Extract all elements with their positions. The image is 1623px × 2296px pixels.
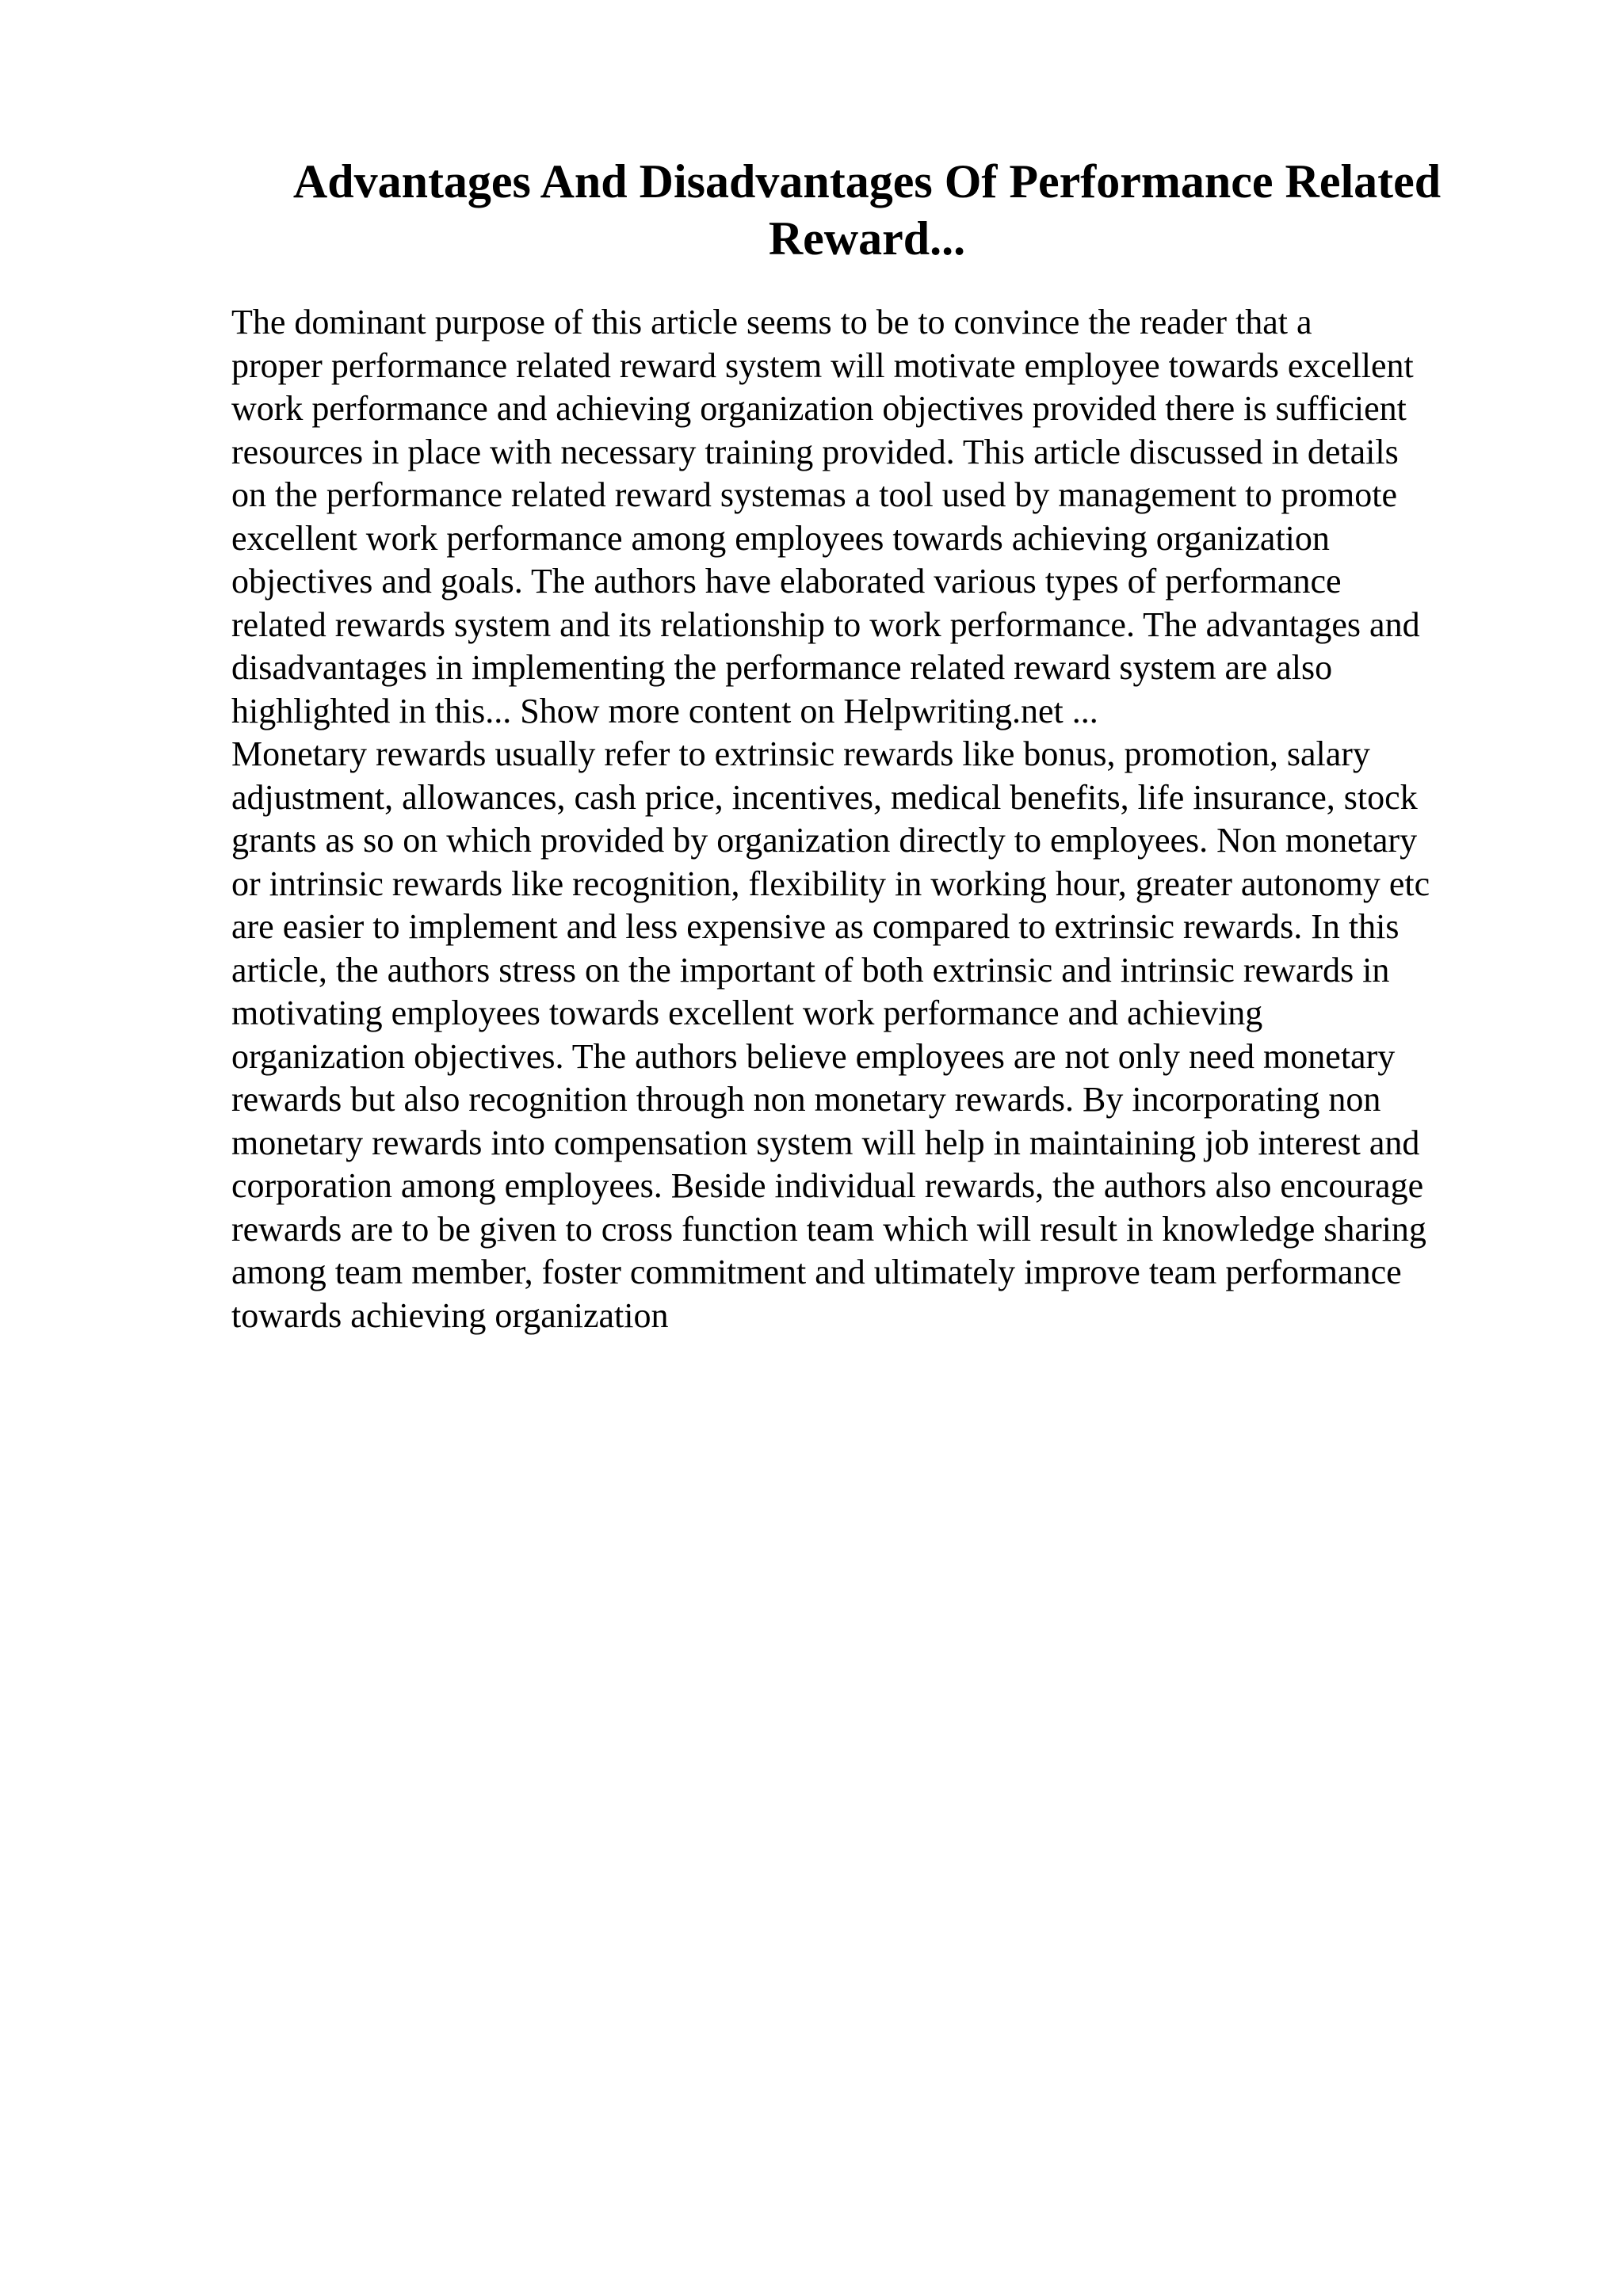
body-line: rewards but also recognition through non monetary rewards. By incorporating non xyxy=(231,1080,1381,1119)
body-line: on the performance related reward systemas a tool used by management to promote xyxy=(231,475,1398,514)
body-line: excellent work performance among employees towards achieving organization xyxy=(231,518,1330,558)
body-line: or intrinsic rewards like recognition, flexibility in working hour, greater autonomy etc xyxy=(231,864,1430,903)
body-line: among team member, foster commitment and ultimately improve team performance xyxy=(231,1253,1402,1291)
body-line: are easier to implement and less expensive as compared to extrinsic rewards. In this xyxy=(231,907,1400,946)
body-line: monetary rewards into compensation system will help in maintaining job interest and xyxy=(231,1123,1420,1162)
body-line: disadvantages in implementing the performance related reward system are also xyxy=(231,648,1333,687)
page-title xyxy=(230,153,1504,267)
body-line: related rewards system and its relationship to work performance. The advantages and xyxy=(231,605,1420,644)
title-line: Reward... xyxy=(768,212,966,265)
body-line: highlighted in this... Show more content on Helpwriting.net ... xyxy=(231,691,1098,730)
body-line: The dominant purpose of this article seems to be to convince the reader that a xyxy=(231,303,1312,341)
body-line: work performance and achieving organization objectives provided there is sufficient xyxy=(231,389,1407,428)
body-line: towards achieving organization xyxy=(231,1295,669,1335)
body-line: article, the authors stress on the important of both extrinsic and intrinsic rewards in xyxy=(231,950,1390,990)
article-body xyxy=(231,301,1515,1337)
body-line: resources in place with necessary training provided. This article discussed in details xyxy=(231,432,1399,471)
body-line: adjustment, allowances, cash price, incentives, medical benefits, life insurance, stock xyxy=(231,777,1418,817)
body-line: Monetary rewards usually refer to extrinsic rewards like bonus, promotion, salary xyxy=(231,734,1370,773)
body-line: rewards are to be given to cross function team which will result in knowledge sharing xyxy=(231,1209,1426,1249)
body-line: grants as so on which provided by organization directly to employees. Non monetary xyxy=(231,821,1418,860)
body-line: proper performance related reward system will motivate employee towards excellent xyxy=(231,345,1414,385)
body-line: corporation among employees. Beside individual rewards, the authors also encourage xyxy=(231,1166,1424,1205)
title-line: Advantages And Disadvantages Of Performance Related xyxy=(292,155,1442,208)
body-line: motivating employees towards excellent work performance and achieving xyxy=(231,994,1263,1032)
body-line: objectives and goals. The authors have elaborated various types of performance xyxy=(231,562,1342,601)
body-line: organization objectives. The authors believe employees are not only need monetary xyxy=(231,1036,1396,1076)
